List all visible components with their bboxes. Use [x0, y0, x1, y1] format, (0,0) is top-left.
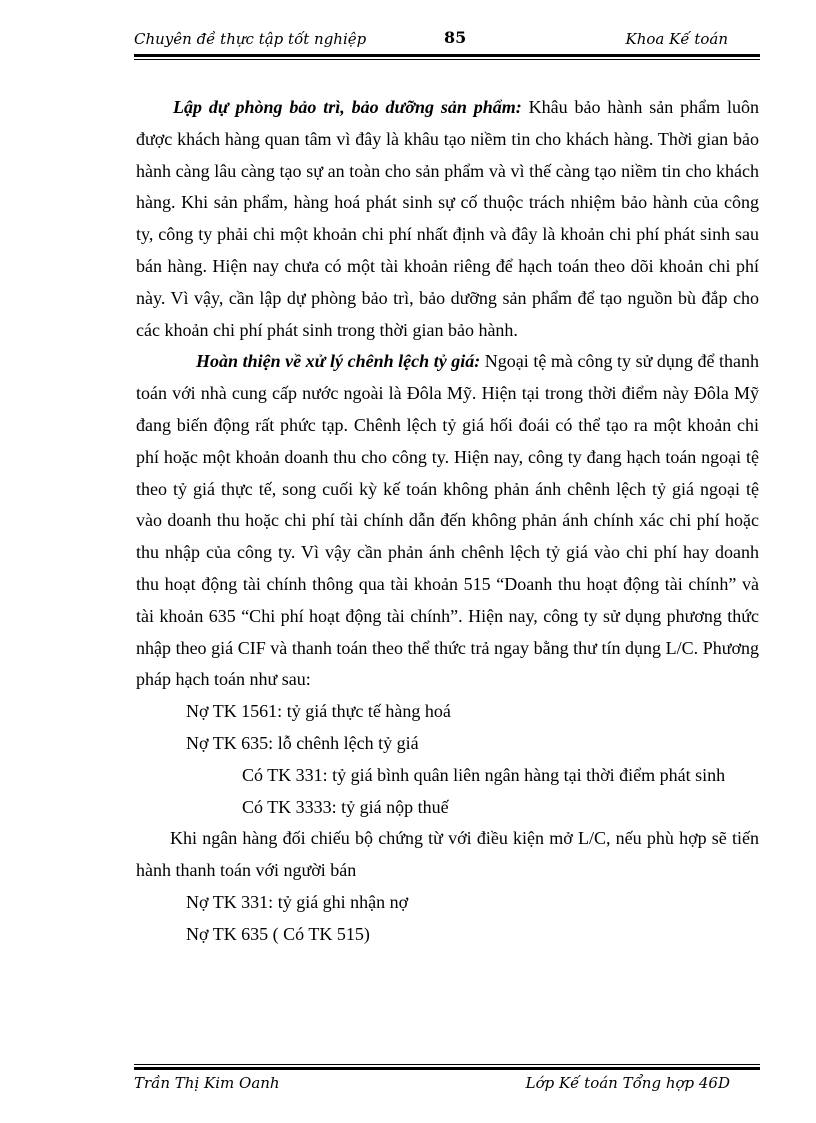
paragraph-heading: Lập dự phòng bảo trì, bảo dưỡng sản phẩm:: [173, 97, 522, 117]
paragraph-exchange-rate: [136, 346, 759, 696]
paragraph-heading: Hoàn thiện về xử lý chênh lệch tỷ giá:: [196, 351, 481, 372]
header-department: Khoa Kế toán: [625, 30, 728, 48]
paragraph-text: Ngoại tệ mà công ty sử dụng để thanh toán với nhà cung cấp nước ngoài là Đôla Mỹ. Hiện tại trong thời điểm này Đôla Mỹ đang biến động rất phức tạp. Chênh lệch tỷ giá hối đoái có thể tạo ra một khoản chi phí hoặc một khoản doanh thu cho công ty. Hiện nay, công ty đang hạch toán ngoại tệ theo tỷ giá thực tế, song cuối kỳ kế toán không phản ánh chênh lệch tỷ giá ngoại tệ vào doanh thu hoặc chi phí tài chính dẫn đến không phản ánh chính xác chi phí hoặc thu nhập của công ty. Vì vậy cần phản ánh chênh lệch tỷ giá vào chi phí hay doanh thu hoạt động tài chính thông qua tài khoản 515 “Doanh thu hoạt động tài chính” và tài khoản 635 “Chi phí hoạt động tài chính”. Hiện nay, công ty sử dụng phương thức nhập theo giá CIF và thanh toán theo thể thức trả ngay bằng thư tín dụng L/C. Phương pháp hạch toán như sau:: [136, 351, 759, 690]
footer-author: Trần Thị Kim Oanh: [134, 1074, 280, 1092]
footer-divider-thick: [134, 1067, 760, 1070]
page-body: [136, 92, 759, 951]
page-header: [134, 28, 760, 52]
paragraph-maintenance-provision: [136, 92, 759, 346]
header-divider-thin: [134, 59, 760, 60]
footer-divider-thin: [134, 1064, 760, 1065]
page-footer: [134, 1074, 760, 1098]
page-number: 85: [444, 28, 467, 47]
paragraph-text: Khâu bảo hành sản phẩm luôn được khách hàng quan tâm vì đây là khâu tạo niềm tin cho khách hàng. Thời gian bảo hành càng lâu càng tạo sự an toàn cho sản phẩm và vì thế càng tạo niềm tin cho khách hàng. Khi sản phẩm, hàng hoá phát sinh sự cố thuộc trách nhiệm bảo hành của công ty, công ty phải chi một khoản chi phí nhất định và đây là khoản chi phí phát sinh sau bán hàng. Hiện nay chưa có một tài khoản riêng để hạch toán theo dõi khoản chi phí này. Vì vậy, cần lập dự phòng bảo trì, bảo dưỡng sản phẩm để tạo nguồn bù đắp cho các khoản chi phí phát sinh trong thời gian bảo hành.: [136, 97, 759, 340]
journal-entry-debit: Nợ TK 331: tỷ giá ghi nhận nợ: [186, 891, 409, 912]
journal-entry-credit: Có TK 3333: tỷ giá nộp thuế: [242, 796, 449, 817]
header-divider-thick: [134, 54, 760, 57]
journal-entry-debit: Nợ TK 635 ( Có TK 515): [186, 923, 370, 944]
journal-entry-credit: Có TK 331: tỷ giá bình quân liên ngân hàng tại thời điểm phát sinh: [242, 764, 726, 785]
paragraph-bank-payment: Khi ngân hàng đối chiếu bộ chứng từ với điều kiện mở L/C, nếu phù hợp sẽ tiến hành thanh toán với người bán: [136, 828, 759, 881]
journal-entry-debit: Nợ TK 1561: tỷ giá thực tế hàng hoá: [186, 701, 451, 722]
footer-class: Lớp Kế toán Tổng hợp 46D: [525, 1074, 730, 1092]
journal-entry-debit: Nợ TK 635: lỗ chênh lệch tỷ giá: [186, 732, 419, 753]
header-report-title: Chuyên đề thực tập tốt nghiệp: [134, 30, 367, 48]
